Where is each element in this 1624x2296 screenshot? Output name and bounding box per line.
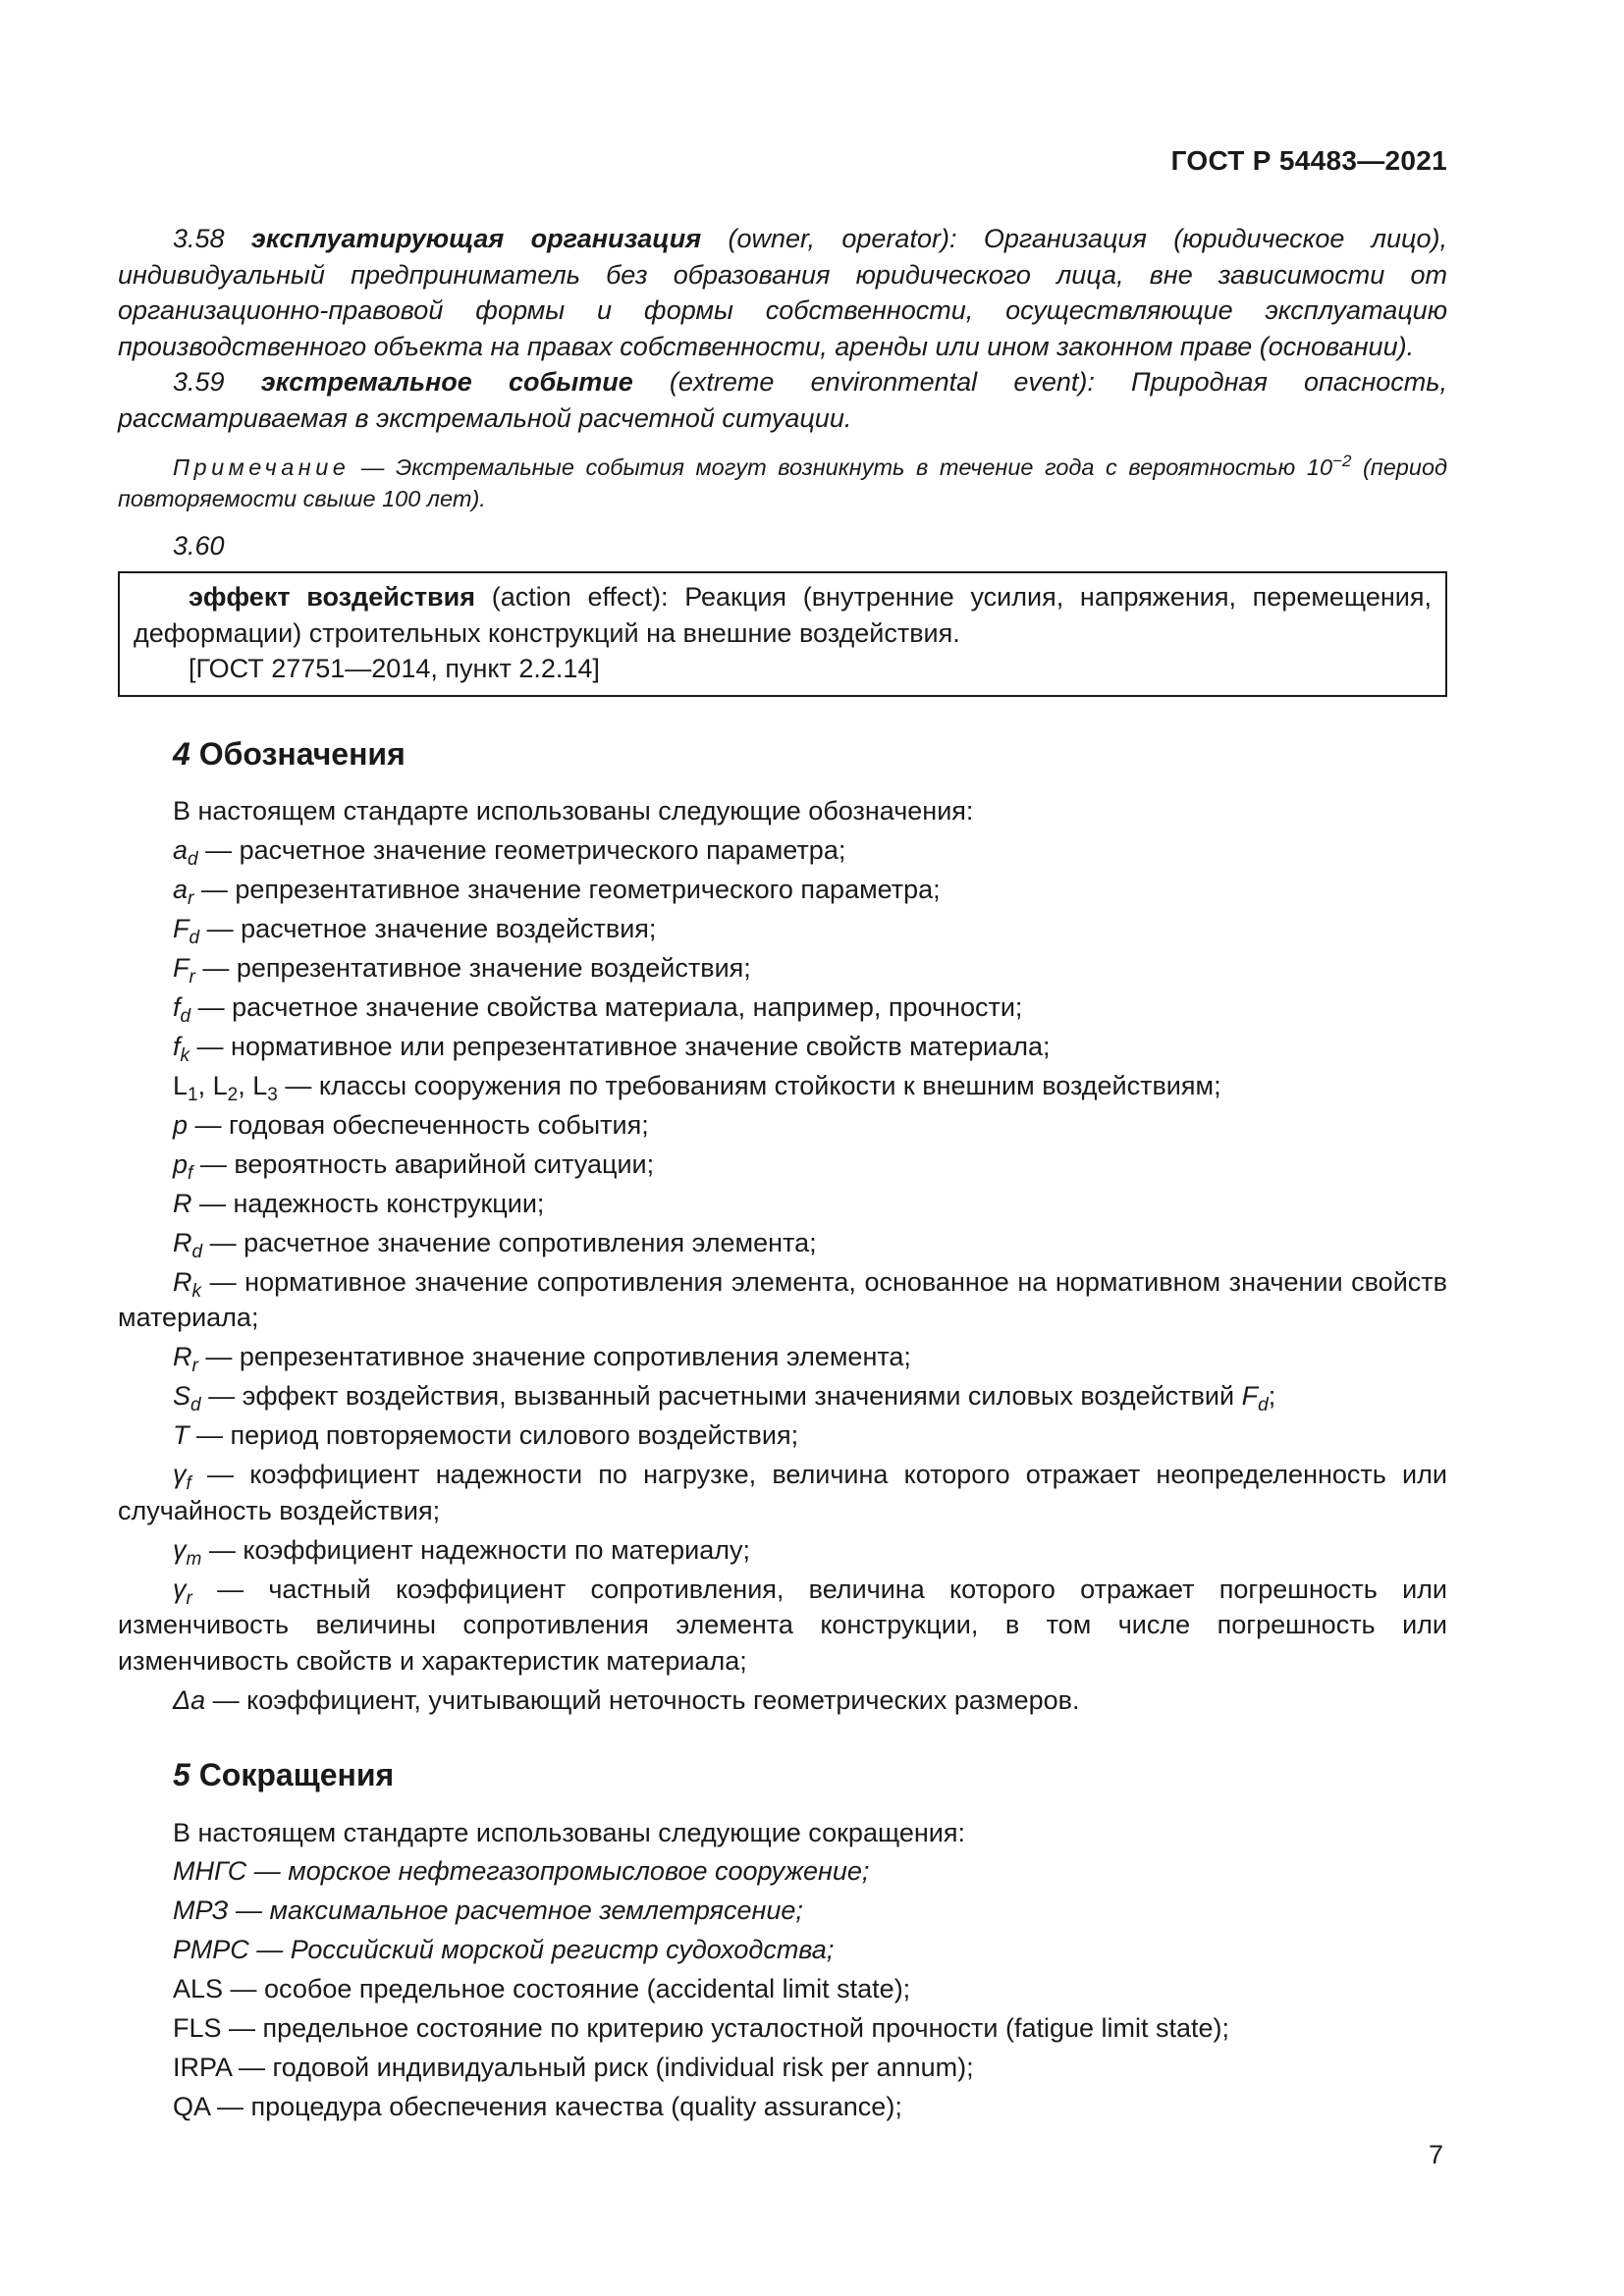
symbol: f xyxy=(173,1031,181,1061)
symbol-description: — репрезентативное значение воздействия; xyxy=(202,952,751,983)
symbol-subscript: d xyxy=(1258,1395,1269,1416)
symbol: L xyxy=(252,1070,268,1100)
section-5-intro: В настоящем стандарте использованы следующие сокращения: xyxy=(173,1817,966,1847)
symbol: p xyxy=(173,1148,189,1179)
symbol-description: — репрезентативное значение геометрического параметра; xyxy=(200,874,941,904)
symbol-description: — годовая обеспеченность события; xyxy=(194,1109,649,1140)
note-label: Примечание xyxy=(173,454,351,480)
note-text: — Экстремальные события могут возникнуть в течение года с вероятностью 10 xyxy=(360,454,1333,480)
symbol-item xyxy=(118,1417,1447,1454)
symbol-subscript: d xyxy=(191,1241,203,1262)
definition-latin: (extreme environmental event): xyxy=(669,367,1095,397)
symbol-item xyxy=(118,832,1447,869)
symbol: a xyxy=(173,874,189,904)
symbol-item xyxy=(118,950,1447,987)
abbreviation-item: ALS — особое предельное состояние (accidental limit state); xyxy=(173,1974,911,2004)
symbol-description: — эффект воздействия, вызванный расчетными значениями силовых воздействий xyxy=(208,1381,1235,1412)
symbol-subscript: d xyxy=(188,848,198,870)
symbol-description: — расчетное значение сопротивления элемента; xyxy=(209,1227,817,1257)
symbols-list xyxy=(118,832,1447,1719)
section-title: Обозначения xyxy=(198,735,406,772)
symbol-item xyxy=(118,989,1447,1026)
symbol-description: — расчетное значение свойства материала, например, прочности; xyxy=(197,991,1023,1022)
symbol-item-classes: $L_1$, $L_2$, $L_3$ — классы сооружения по требованиям стойкости к внешним воздействиям; xyxy=(173,1070,1221,1105)
running-header: ГОСТ Р 54483—2021 xyxy=(1170,145,1447,176)
boxed-definition-text: Реакция (внутренние усилия, напряжения, перемещения, деформации) строительных конструкций на внешние воздействия. xyxy=(134,582,1432,648)
definition-number: 3.59 xyxy=(173,367,225,397)
symbol-subscript: r xyxy=(186,1587,192,1609)
symbol-item xyxy=(118,1572,1447,1680)
symbol: F xyxy=(173,952,189,983)
symbol-item xyxy=(118,1339,1447,1375)
abbreviation-item: QA — процедура обеспечения качества (quality assurance); xyxy=(173,2092,902,2122)
symbol: p xyxy=(173,1109,189,1140)
symbol-item xyxy=(118,1682,1447,1719)
symbol: a xyxy=(173,834,189,865)
symbol-subscript: m xyxy=(186,1548,202,1570)
abbreviations-list xyxy=(118,1853,1447,2125)
boxed-definition-latin: (action effect): xyxy=(491,582,669,613)
symbol-subscript: f xyxy=(186,1473,191,1495)
symbol: R xyxy=(173,1342,192,1372)
symbol: γ xyxy=(173,1534,187,1565)
symbol: R xyxy=(173,1188,192,1218)
boxed-definition xyxy=(118,571,1447,697)
definition-3-59 xyxy=(118,364,1447,436)
symbol: Δa xyxy=(173,1684,206,1715)
symbol-subscript: 2 xyxy=(227,1084,239,1105)
symbol: R xyxy=(173,1266,192,1297)
symbol: γ xyxy=(173,1460,187,1490)
abbreviation-item: МНГС — морское нефтегазопромысловое сооружение; xyxy=(173,1856,870,1887)
symbol-item xyxy=(118,1378,1447,1415)
definition-number: 3.58 xyxy=(173,224,225,253)
symbol: f xyxy=(173,991,181,1022)
section-number: 4 xyxy=(173,735,190,772)
boxed-definition-body xyxy=(134,579,1432,651)
section-number: 5 xyxy=(173,1757,190,1793)
symbol-subscript: k xyxy=(180,1044,190,1066)
symbol: S xyxy=(173,1381,191,1412)
symbol-description: — классы сооружения по требованиям стойкости к внешним воздействиям; xyxy=(285,1070,1221,1100)
definition-term: экстремальное событие xyxy=(260,367,633,397)
symbol-subscript: r xyxy=(189,966,195,988)
symbol-description: — коэффициент надежности по материалу; xyxy=(208,1534,751,1565)
symbol-item xyxy=(118,1186,1447,1222)
definition-text: Организация (юридическое лицо), индивидуальный предприниматель без образования юридического лица, вне зависимости от организационно-правовой формы и формы собственности, осуществляющие эксплуатацию производственного объекта на правах собственности, аренды или ином законном праве (основании). xyxy=(118,224,1447,361)
symbol-item xyxy=(118,872,1447,908)
section-4-heading xyxy=(118,736,1447,773)
symbol-description: — коэффициент надежности по нагрузке, величина которого отражает неопределенность или случайность воздействия; xyxy=(118,1460,1447,1525)
symbol-item xyxy=(118,1107,1447,1144)
symbol-description: — частный коэффициент сопротивления, величина которого отражает погрешность или изменчивость величины сопротивления элемента конструкции, в том числе погрешность или изменчивость свойств и характеристик материала; xyxy=(118,1574,1447,1676)
note-text-after: (период повторяемости свыше 100 лет). xyxy=(118,454,1448,511)
symbol-description-end: ; xyxy=(1268,1381,1276,1412)
symbol-item xyxy=(118,1029,1447,1065)
symbol-item xyxy=(118,1225,1447,1261)
definition-latin: (owner, operator): xyxy=(728,224,957,253)
symbol-item xyxy=(118,1532,1447,1569)
symbol-description: — коэффициент, учитывающий неточность геометрических размеров. xyxy=(212,1684,1080,1715)
section-4-intro: В настоящем стандарте использованы следующие обозначения: xyxy=(173,796,974,827)
symbol-subscript: 3 xyxy=(267,1084,278,1105)
symbol: L xyxy=(173,1070,189,1100)
symbol-subscript: f xyxy=(188,1162,193,1184)
boxed-definition-reference: [ГОСТ 27751—2014, пункт 2.2.14] xyxy=(189,654,600,684)
symbol-subscript: d xyxy=(180,1005,191,1027)
symbol-subscript: 1 xyxy=(188,1084,198,1105)
symbol: R xyxy=(173,1227,192,1257)
symbol-item xyxy=(118,911,1447,947)
symbol-item xyxy=(118,1457,1447,1528)
symbol-subscript: d xyxy=(190,1395,201,1416)
symbol: γ xyxy=(173,1574,187,1604)
symbol: T xyxy=(173,1420,189,1451)
definition-3-58 xyxy=(118,221,1447,364)
page-number: 7 xyxy=(1428,2140,1443,2169)
definition-term: эксплуатирующая организация xyxy=(250,224,702,253)
boxed-definition-number: 3.60 xyxy=(173,530,225,561)
definition-text: Природная опасность, рассматриваемая в экстремальной расчетной ситуации. xyxy=(118,367,1447,433)
boxed-definition-term: эффект воздействия xyxy=(189,582,475,613)
symbol-description: — расчетное значение геометрического параметра; xyxy=(205,834,846,865)
symbol-subscript: r xyxy=(191,1356,198,1377)
note-exponent: −2 xyxy=(1332,452,1352,470)
symbol: F xyxy=(1241,1381,1259,1412)
abbreviation-item: РМРС — Российский морской регистр судоходства; xyxy=(173,1935,835,1965)
symbol-description: — нормативное или репрезентативное значение свойств материала; xyxy=(196,1031,1051,1061)
symbol-subscript: k xyxy=(191,1280,201,1302)
symbol-subscript: d xyxy=(189,927,200,948)
symbol-subscript: r xyxy=(188,887,194,909)
section-5-heading xyxy=(118,1757,1447,1793)
symbol-description: — расчетное значение воздействия; xyxy=(206,913,657,943)
symbol-description: — надежность конструкции; xyxy=(199,1188,545,1218)
symbol-item xyxy=(118,1147,1447,1183)
symbol: L xyxy=(212,1070,228,1100)
symbol-description: — нормативное значение сопротивления элемента, основанное на нормативном значении свойств материала; xyxy=(118,1266,1447,1333)
symbol: F xyxy=(173,913,189,943)
symbol-description: — вероятность аварийной ситуации; xyxy=(199,1148,655,1179)
page-content xyxy=(118,221,1447,2128)
abbreviation-item: IRPA — годовой индивидуальный риск (individual risk per annum); xyxy=(173,2053,974,2083)
abbreviation-item: FLS — предельное состояние по критерию усталостной прочности (fatigue limit state); xyxy=(173,2013,1230,2044)
symbol-description: — репрезентативное значение сопротивления элемента; xyxy=(205,1342,911,1372)
note xyxy=(118,446,1447,514)
symbol-item xyxy=(118,1264,1447,1336)
section-title: Сокращения xyxy=(198,1757,395,1793)
abbreviation-item: МРЗ — максимальное расчетное землетрясение; xyxy=(173,1896,803,1926)
symbol-description: — период повторяемости силового воздействия; xyxy=(196,1420,799,1451)
